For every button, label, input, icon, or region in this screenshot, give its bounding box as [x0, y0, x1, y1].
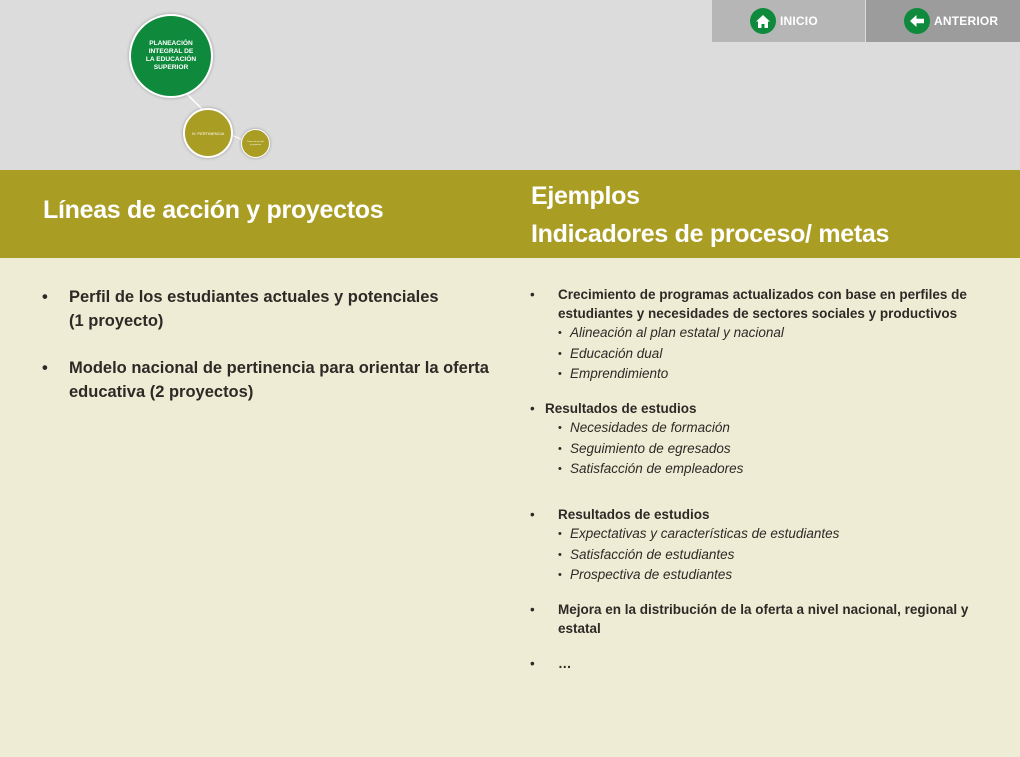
indicator-heading: [530, 505, 1000, 524]
list-item-line: educativa (2 proyectos): [69, 383, 254, 401]
indicator-item: [530, 399, 1000, 480]
sub-item: • Alineación al plan estatal y nacional: [530, 323, 1000, 344]
indicator-heading-line: estatal: [558, 621, 601, 636]
sub-item: • Prospectiva de estudiantes: [530, 565, 1000, 586]
list-item: [42, 285, 502, 333]
indicator-heading-line: Resultados de estudios: [558, 507, 710, 522]
concept-node-main-label: PLANEACIÓN INTEGRAL DE LA EDUCACIÓN SUPERIOR: [145, 40, 197, 71]
indicator-heading-line: Mejora en la distribución de la oferta a nivel nacional, regional y: [558, 602, 969, 617]
concept-node-main[interactable]: [129, 14, 213, 98]
indicator-item: [530, 505, 1000, 586]
indicator-item: [530, 600, 1000, 638]
concept-map: [0, 0, 400, 170]
list-item-line: (1 proyecto): [69, 312, 164, 330]
concept-node-lineas-label: Líneas de acción y proyectos: [247, 140, 264, 146]
inicio-button[interactable]: [712, 0, 865, 42]
bullet: •: [530, 401, 535, 416]
sub-item: • Satisfacción de estudiantes: [530, 545, 1000, 566]
indicator-subitems: [530, 323, 1000, 385]
indicator-heading-line: …: [558, 656, 572, 671]
sub-item: • Satisfacción de empleadores: [530, 459, 1000, 480]
bullet: •: [530, 287, 535, 302]
indicator-subitems: [530, 418, 1000, 480]
list-item-line: • Perfil de los estudiantes actuales y potenciales: [69, 288, 439, 306]
indicator-subitems: [530, 524, 1000, 586]
list-item: [42, 356, 502, 404]
indicator-heading: [530, 399, 1000, 418]
indicator-heading-line: Crecimiento de programas actualizados con base en perfiles de: [558, 287, 967, 302]
left-column-title: Líneas de acción y proyectos: [43, 196, 384, 224]
indicator-item: [530, 285, 1000, 385]
anterior-label: ANTERIOR: [934, 14, 999, 28]
right-title-line2: Indicadores de proceso/ metas: [531, 220, 890, 248]
indicator-heading-line: Resultados de estudios: [545, 401, 697, 416]
sub-item: • Seguimiento de egresados: [530, 439, 1000, 460]
concept-node-pertinencia-label: IV. PERTINENCIA: [191, 130, 225, 136]
action-lines-list: [42, 285, 502, 427]
anterior-button[interactable]: [866, 0, 1020, 42]
bullet: •: [530, 602, 535, 617]
home-icon: [750, 8, 776, 34]
list-item-line: • Modelo nacional de pertinencia para orientar la oferta: [69, 359, 489, 377]
arrow-left-icon: [904, 8, 930, 34]
indicator-heading: [530, 654, 1000, 673]
right-column-title: [531, 177, 889, 253]
sub-item: • Educación dual: [530, 344, 1000, 365]
inicio-label: INICIO: [780, 14, 818, 28]
concept-node-lineas[interactable]: [241, 129, 270, 158]
indicator-item: [530, 654, 1000, 673]
concept-node-pertinencia[interactable]: [183, 108, 233, 158]
indicator-heading-line: estudiantes y necesidades de sectores sociales y productivos: [558, 306, 958, 321]
bullet: •: [530, 507, 535, 522]
bullet: •: [530, 656, 535, 671]
indicator-heading: [530, 285, 1000, 323]
indicator-heading: [530, 600, 1000, 638]
right-title-line1: Ejemplos: [531, 182, 640, 210]
sub-item: • Necesidades de formación: [530, 418, 1000, 439]
sub-item: • Expectativas y características de estudiantes: [530, 524, 1000, 545]
sub-item: • Emprendimiento: [530, 364, 1000, 385]
